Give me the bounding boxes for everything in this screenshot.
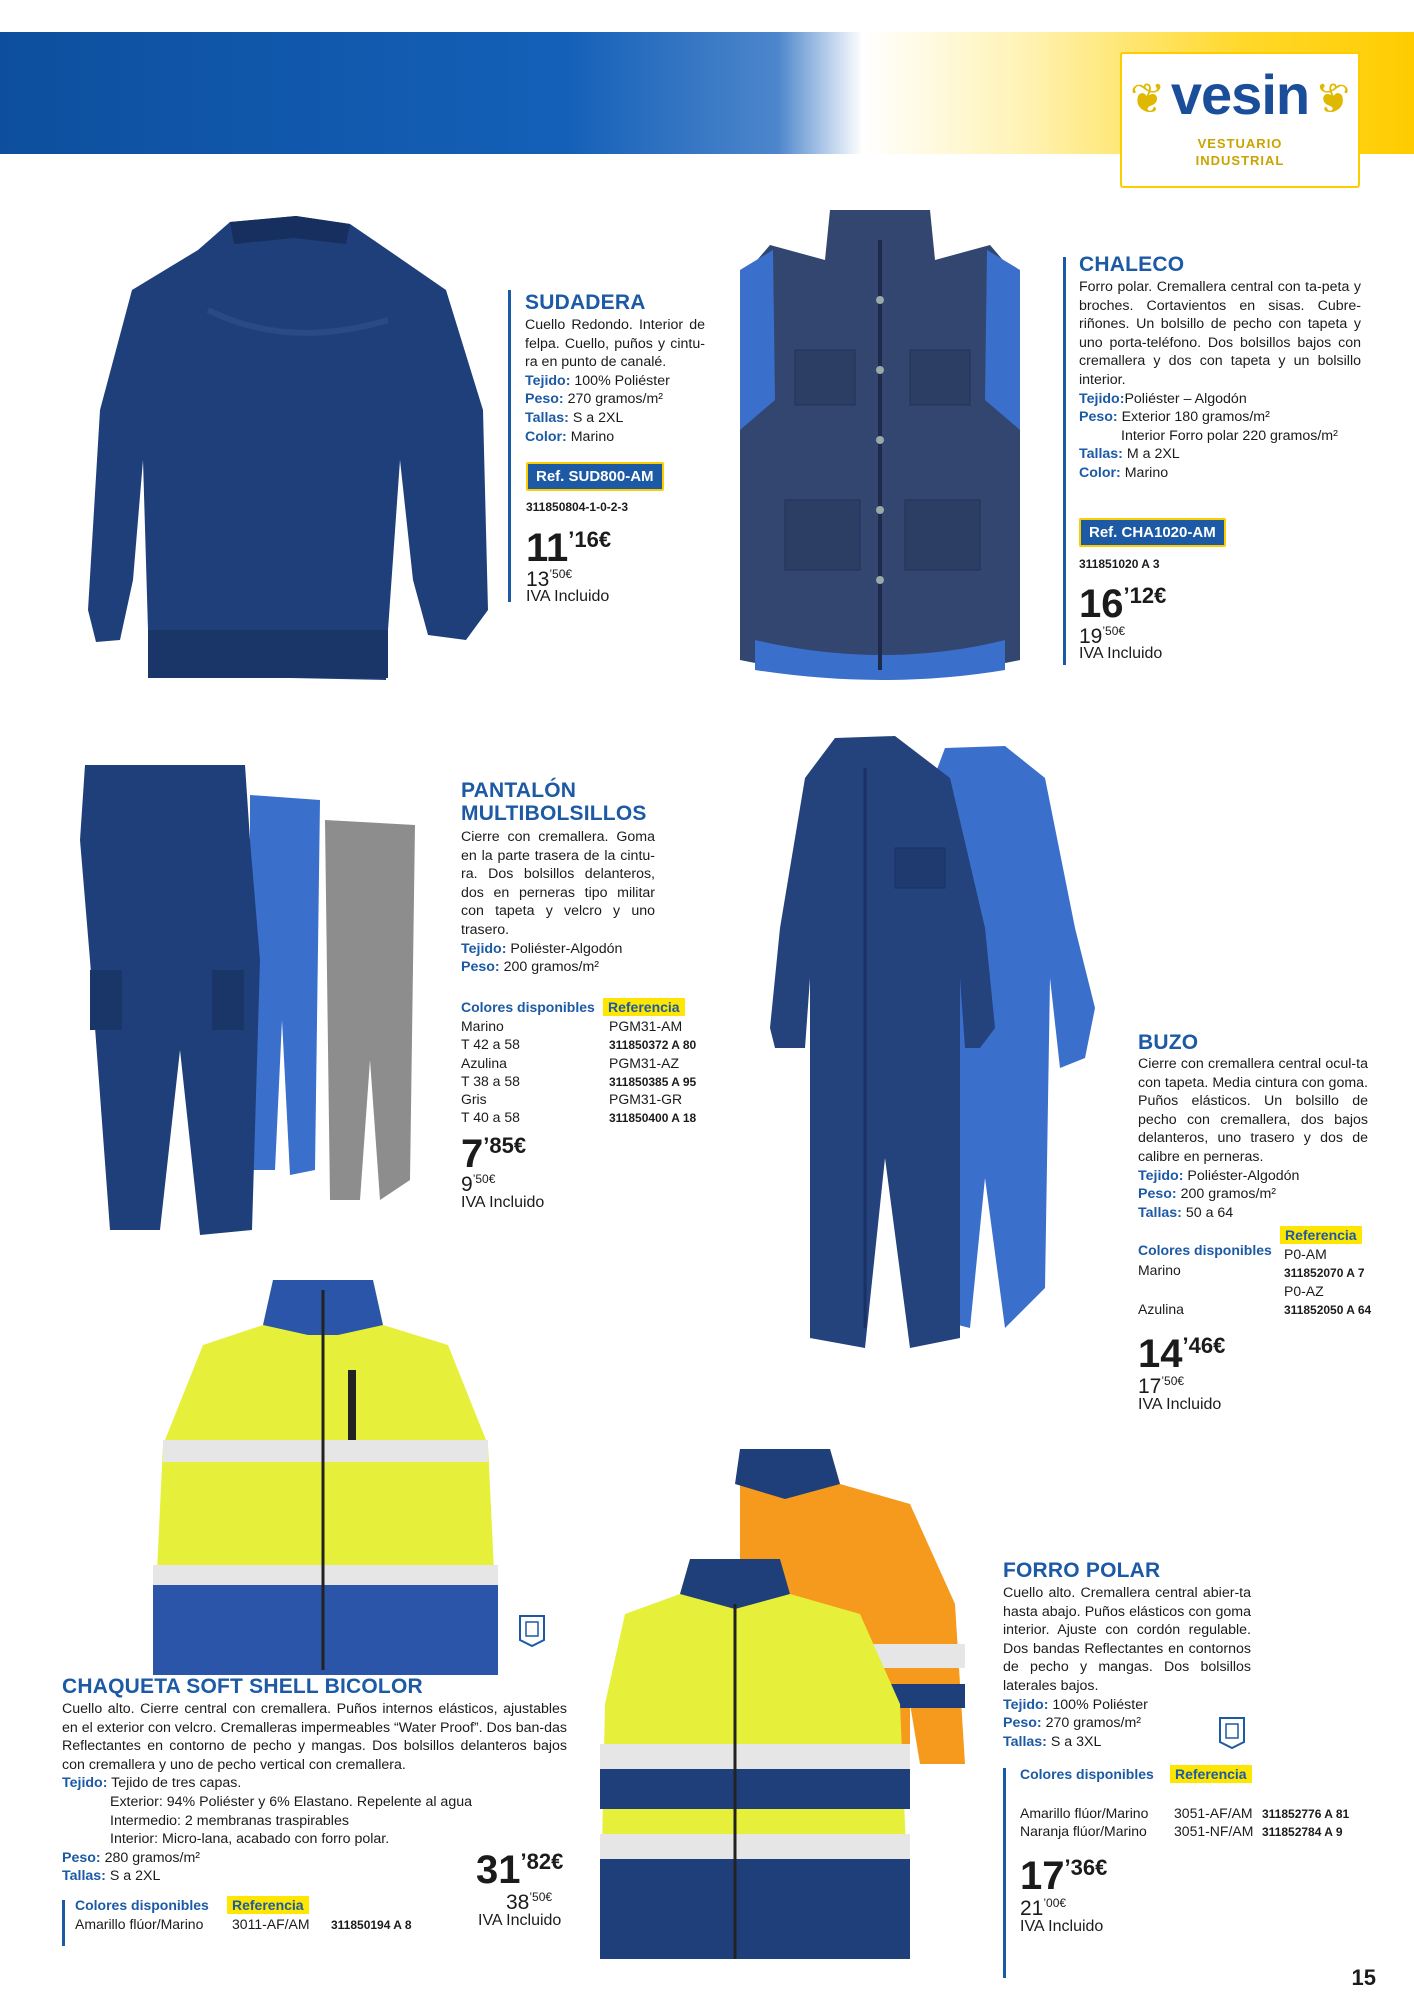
chaqueta-color: Amarillo flúor/Marino — [75, 1916, 204, 1932]
sudadera-price-int: 11 — [526, 526, 569, 570]
buzo-price — [1138, 1326, 1225, 1374]
chaleco-title: CHALECO — [1079, 253, 1185, 276]
buzo-colores-label: Colores disponibles — [1138, 1242, 1272, 1258]
forro-old-price — [1020, 1892, 1066, 1920]
forro-color-0: Amarillo flúor/Marino — [1020, 1805, 1149, 1821]
trousers-image — [70, 760, 430, 1250]
chaqueta-ref: 3011-AF/AM — [232, 1916, 310, 1932]
sweatshirt-image — [88, 210, 496, 690]
pantalon-colores-label: Colores disponibles — [461, 999, 595, 1015]
pantalon-code-2: 311850400 A 18 — [609, 1111, 697, 1125]
sudadera-tejido-label: Tejido: — [525, 372, 571, 389]
chaqueta-code: 311850194 A 8 — [331, 1918, 412, 1932]
chaleco-divider — [1063, 257, 1066, 665]
sudadera-code: 311850804-1-0-2-3 — [526, 500, 629, 514]
chaqueta-colores-label: Colores disponibles — [75, 1897, 209, 1913]
pantalon-peso: 200 gramos/m² — [503, 959, 599, 976]
buzo-code-0: 311852070 A 7 — [1284, 1266, 1365, 1280]
buzo-price-dec: ’46€ — [1182, 1333, 1226, 1358]
chaleco-description — [1079, 278, 1361, 483]
pantalon-color-0: Marino — [461, 1018, 504, 1034]
pantalon-iva: IVA Incluido — [461, 1194, 545, 1211]
buzo-old-int: 17 — [1138, 1375, 1162, 1398]
buzo-code-1: 311852050 A 64 — [1284, 1303, 1372, 1317]
chaleco-price — [1079, 576, 1166, 624]
chaleco-peso-label: Peso: — [1079, 409, 1118, 426]
brand-tagline-2: INDUSTRIAL — [1195, 153, 1285, 168]
chaleco-tallas-label: Tallas: — [1079, 446, 1123, 463]
pantalon-title-2: MULTIBOLSILLOS — [461, 802, 647, 825]
pantalon-tejido-label: Tejido: — [461, 940, 507, 957]
pantalon-description — [461, 828, 655, 977]
buzo-old-price — [1138, 1370, 1184, 1398]
sudadera-peso-label: Peso: — [525, 391, 564, 408]
buzo-peso-label: Peso: — [1138, 1186, 1177, 1203]
pantalon-title-1: PANTALÓN — [461, 779, 577, 802]
pantalon-price-int: 7 — [461, 1132, 484, 1176]
buzo-ref-0: P0-AM — [1284, 1246, 1327, 1262]
pantalon-tejido: Poliéster-Algodón — [510, 940, 623, 957]
forro-tejido-label: Tejido: — [1003, 1696, 1049, 1713]
sudadera-desc-text: Cuello Redondo. Interior de felpa. Cuello, puños y cintu-ra en punto de canalé. — [525, 317, 705, 371]
buzo-title: BUZO — [1138, 1031, 1199, 1054]
chaqueta-tejido-int: Intermedio: 2 membranas traspirables — [110, 1812, 349, 1829]
chaqueta-price-dec: ’82€ — [520, 1849, 564, 1874]
pantalon-price-dec: ’85€ — [483, 1133, 527, 1158]
sudadera-tallas-label: Tallas: — [525, 409, 569, 426]
buzo-color-0: Marino — [1138, 1262, 1181, 1278]
pantalon-size-1: T 38 a 58 — [461, 1073, 520, 1089]
forro-old-int: 21 — [1020, 1897, 1044, 1920]
sudadera-divider — [508, 290, 511, 602]
sudadera-iva: IVA Incluido — [526, 588, 610, 605]
hi-vis-badge-icon — [510, 1596, 554, 1662]
chaleco-iva: IVA Incluido — [1079, 645, 1163, 662]
forro-ref-0: 3051-AF/AM — [1174, 1805, 1253, 1821]
vest-image — [735, 200, 1025, 690]
sudadera-description — [525, 316, 705, 446]
buzo-iva: IVA Incluido — [1138, 1396, 1222, 1413]
pantalon-desc-text: Cierre con cremallera. Goma en la parte trasera de la cintu-ra. Dos bolsillos delanteros, dos en perneras tipo militar con tapeta y velcro y uno trasero. — [461, 829, 655, 938]
brand-tagline-1: VESTUARIO — [1197, 136, 1283, 151]
sudadera-price — [526, 520, 611, 568]
chaleco-peso-2: Interior Forro polar 220 gramos/m² — [1121, 427, 1338, 444]
pantalon-old-price — [461, 1168, 495, 1196]
sudadera-old-price — [526, 563, 572, 591]
buzo-ref-1: P0-AZ — [1284, 1283, 1324, 1299]
forro-referencia-label: Referencia — [1170, 1765, 1252, 1783]
pantalon-color-2: Gris — [461, 1091, 487, 1107]
forro-color-1: Naranja flúor/Marino — [1020, 1823, 1147, 1839]
pantalon-color-1: Azulina — [461, 1055, 507, 1071]
buzo-price-int: 14 — [1138, 1332, 1183, 1376]
chaleco-old-price — [1079, 620, 1125, 648]
chaqueta-iva: IVA Incluido — [478, 1912, 562, 1929]
chaleco-price-dec: ’12€ — [1123, 583, 1167, 608]
laurel-left-icon: ❦ — [1130, 75, 1166, 122]
chaqueta-old-price — [506, 1886, 552, 1914]
page-number: 15 — [1351, 1965, 1376, 1990]
chaqueta-peso-label: Peso: — [62, 1849, 101, 1866]
chaqueta-tallas: S a 2XL — [109, 1868, 161, 1885]
forro-peso-label: Peso: — [1003, 1715, 1042, 1732]
forro-ref-1: 3051-NF/AM — [1174, 1823, 1254, 1839]
sudadera-old-int: 13 — [526, 568, 550, 591]
chaleco-tallas: M a 2XL — [1126, 446, 1180, 463]
pantalon-old-int: 9 — [461, 1173, 473, 1196]
forro-price-int: 17 — [1020, 1854, 1065, 1898]
chaleco-price-int: 16 — [1079, 582, 1124, 626]
sudadera-color: Marino — [570, 428, 615, 445]
forro-price — [1020, 1848, 1107, 1896]
chaqueta-old-dec: ’50€ — [529, 1890, 553, 1904]
chaleco-desc-text: Forro polar. Cremallera central con ta-peta y broches. Cortavientos en sisas. Cubre-riñones. Un bolsillo de pecho con tapeta y uno porta-teléfono. Dos bolsillos bajos con cremallera y dos con tapeta y un bolsillo interior. — [1079, 279, 1361, 388]
forro-peso: 270 gramos/m² — [1045, 1715, 1141, 1732]
sudadera-title: SUDADERA — [525, 291, 646, 314]
chaleco-old-int: 19 — [1079, 625, 1103, 648]
chaqueta-old-int: 38 — [506, 1891, 530, 1914]
pantalon-referencia-label: Referencia — [603, 998, 685, 1016]
chaqueta-title: CHAQUETA SOFT SHELL BICOLOR — [62, 1675, 423, 1698]
hi-vis-badge-icon — [1210, 1698, 1254, 1764]
forro-title: FORRO POLAR — [1003, 1559, 1161, 1582]
forro-tallas-label: Tallas: — [1003, 1733, 1047, 1750]
chaqueta-tejido-ext: Exterior: 94% Poliéster y 6% Elastano. Repelente al agua — [110, 1793, 472, 1810]
sudadera-ref-badge: Ref. SUD800-AM — [526, 462, 664, 491]
softshell-jacket-image — [148, 1275, 503, 1675]
sudadera-old-dec: ’50€ — [549, 567, 573, 581]
chaqueta-referencia-label: Referencia — [227, 1896, 309, 1914]
pantalon-code-0: 311850372 A 80 — [609, 1038, 697, 1052]
brand-name: vesin — [1170, 63, 1310, 126]
chaleco-ref-badge: Ref. CHA1020-AM — [1079, 518, 1226, 547]
buzo-tallas-label: Tallas: — [1138, 1204, 1182, 1221]
buzo-color-1: Azulina — [1138, 1301, 1184, 1317]
chaleco-color: Marino — [1124, 464, 1169, 481]
chaleco-peso: Exterior 180 gramos/m² — [1121, 409, 1270, 426]
brand-logo — [1120, 52, 1360, 188]
buzo-desc-text: Cierre con cremallera central ocul-ta con tapeta. Media cintura con goma. Puños elásticos. Un bolsillo de pecho con cremallera, dos bajos delanteros, uno trasero y dos de calibre en perneras. — [1138, 1056, 1368, 1165]
forro-code-1: 311852784 A 9 — [1262, 1825, 1343, 1839]
pantalon-ref-2: PGM31-GR — [609, 1091, 683, 1107]
forro-colores-label: Colores disponibles — [1020, 1766, 1154, 1782]
chaleco-tejido: Poliéster – Algodón — [1124, 390, 1247, 407]
sudadera-color-label: Color: — [525, 428, 567, 445]
forro-old-dec: ’00€ — [1043, 1896, 1067, 1910]
sudadera-peso: 270 gramos/m² — [567, 391, 663, 408]
forro-code-0: 311852776 A 81 — [1262, 1807, 1350, 1821]
coverall-image — [715, 728, 1135, 1368]
chaqueta-tejido: Tejido de tres capas. — [111, 1775, 242, 1792]
sudadera-tallas: S a 2XL — [572, 409, 624, 426]
fleece-jackets-image — [600, 1444, 990, 1964]
chaqueta-price-int: 31 — [476, 1848, 521, 1892]
buzo-old-dec: ’50€ — [1161, 1374, 1185, 1388]
buzo-tallas: 50 a 64 — [1185, 1204, 1234, 1221]
chaqueta-tallas-label: Tallas: — [62, 1868, 106, 1885]
pantalon-ref-1: PGM31-AZ — [609, 1055, 680, 1071]
forro-desc-text: Cuello alto. Cremallera central abier-ta hasta abajo. Puños elásticos con goma interior. Ajuste con cordón regulable. Dos bandas Reflectantes en contornos de pecho y mangas. Dos bolsillos laterales bajos. — [1003, 1585, 1251, 1694]
pantalon-ref-0: PGM31-AM — [609, 1018, 683, 1034]
chaqueta-divider — [62, 1900, 65, 1946]
chaqueta-desc-text: Cuello alto. Cierre central con cremallera. Puños internos elásticos, ajustables en el exterior con velcro. Cremalleras impermeables “Water Proof”. Dos ban-das Reflectantes en contorno de pecho y mangas. Dos bolsillos delanteros bajos con cremallera y uno de pecho vertical con cremallera. — [62, 1701, 567, 1773]
buzo-tejido: Poliéster-Algodón — [1187, 1167, 1300, 1184]
forro-iva: IVA Incluido — [1020, 1918, 1104, 1935]
sudadera-tejido: 100% Poliéster — [574, 372, 670, 389]
pantalon-price — [461, 1126, 526, 1174]
buzo-tejido-label: Tejido: — [1138, 1167, 1184, 1184]
forro-tallas: S a 3XL — [1050, 1733, 1102, 1750]
chaleco-old-dec: ’50€ — [1102, 624, 1126, 638]
buzo-peso: 200 gramos/m² — [1180, 1186, 1276, 1203]
chaleco-code: 311851020 A 3 — [1079, 557, 1160, 571]
forro-price-dec: ’36€ — [1064, 1855, 1108, 1880]
forro-divider — [1003, 1768, 1006, 1978]
buzo-description — [1138, 1055, 1368, 1222]
pantalon-code-1: 311850385 A 95 — [609, 1075, 697, 1089]
chaqueta-tejido-inner: Interior: Micro-lana, acabado con forro polar. — [110, 1831, 390, 1848]
chaqueta-price — [476, 1842, 563, 1890]
buzo-referencia-label: Referencia — [1280, 1226, 1362, 1244]
forro-tejido: 100% Poliéster — [1052, 1696, 1148, 1713]
chaleco-color-label: Color: — [1079, 464, 1121, 481]
chaqueta-peso: 280 gramos/m² — [104, 1849, 200, 1866]
pantalon-old-dec: ’50€ — [472, 1172, 496, 1186]
laurel-right-icon: ❦ — [1314, 75, 1350, 122]
pantalon-peso-label: Peso: — [461, 959, 500, 976]
chaleco-tejido-label: Tejido: — [1079, 390, 1125, 407]
chaqueta-tejido-label: Tejido: — [62, 1775, 108, 1792]
sudadera-price-dec: ’16€ — [568, 527, 612, 552]
pantalon-size-0: T 42 a 58 — [461, 1036, 520, 1052]
pantalon-size-2: T 40 a 58 — [461, 1109, 520, 1125]
